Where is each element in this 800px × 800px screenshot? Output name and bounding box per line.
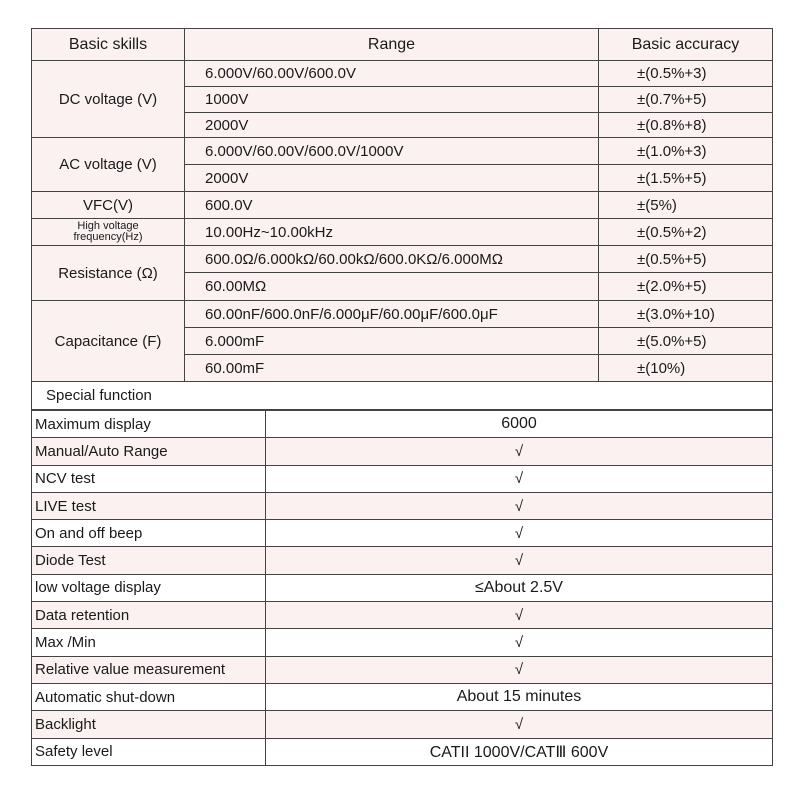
feature-row — [32, 574, 773, 601]
special-function-heading: Special function — [32, 382, 773, 410]
accuracy-cell: ±(1.5%+5) — [599, 165, 773, 192]
feature-label: Automatic shut-down — [32, 683, 266, 710]
feature-value: About 15 minutes — [266, 683, 773, 710]
feature-label: Diode Test — [32, 547, 266, 574]
accuracy-cell: ±(3.0%+10) — [599, 301, 773, 328]
measurement-spec-table — [31, 28, 773, 410]
feature-value: √ — [266, 438, 773, 465]
accuracy-cell: ±(5%) — [599, 192, 773, 219]
spec-row — [32, 219, 773, 246]
category-dc-voltage: DC voltage (V) — [32, 61, 185, 138]
category-ac-voltage: AC voltage (V) — [32, 138, 185, 192]
feature-row — [32, 656, 773, 683]
header-basic-accuracy: Basic accuracy — [599, 29, 773, 61]
feature-value: √ — [266, 656, 773, 683]
range-cell: 600.0Ω/6.000kΩ/60.00kΩ/600.0KΩ/6.000MΩ — [185, 246, 599, 273]
accuracy-cell: ±(0.5%+2) — [599, 219, 773, 246]
feature-row — [32, 629, 773, 656]
feature-row — [32, 438, 773, 465]
header-range: Range — [185, 29, 599, 61]
category-resistance: Resistance (Ω) — [32, 246, 185, 301]
special-function-table — [31, 410, 773, 766]
accuracy-cell: ±(10%) — [599, 355, 773, 382]
range-cell: 60.00mF — [185, 355, 599, 382]
feature-label: Relative value measurement — [32, 656, 266, 683]
accuracy-cell: ±(0.7%+5) — [599, 87, 773, 113]
accuracy-cell: ±(2.0%+5) — [599, 273, 773, 301]
feature-value: √ — [266, 711, 773, 738]
feature-value: CATII 1000V/CATⅢ 600V — [266, 738, 773, 765]
category-vfc: VFC(V) — [32, 192, 185, 219]
spec-row — [32, 301, 773, 328]
range-cell: 6.000mF — [185, 328, 599, 355]
feature-row — [32, 602, 773, 629]
range-cell: 60.00MΩ — [185, 273, 599, 301]
category-high-voltage-frequency: High voltage frequency(Hz) — [32, 219, 185, 246]
feature-label: low voltage display — [32, 574, 266, 601]
range-cell: 1000V — [185, 87, 599, 113]
feature-row — [32, 738, 773, 765]
feature-value: 6000 — [266, 411, 773, 438]
category-capacitance: Capacitance (F) — [32, 301, 185, 382]
feature-value: √ — [266, 629, 773, 656]
feature-label: Backlight — [32, 711, 266, 738]
spec-sheet — [31, 28, 772, 766]
feature-label: Maximum display — [32, 411, 266, 438]
feature-value: √ — [266, 492, 773, 519]
accuracy-cell: ±(1.0%+3) — [599, 138, 773, 165]
feature-value: √ — [266, 520, 773, 547]
feature-label: Max /Min — [32, 629, 266, 656]
feature-value: ≤About 2.5V — [266, 574, 773, 601]
feature-row — [32, 492, 773, 519]
range-cell: 6.000V/60.00V/600.0V/1000V — [185, 138, 599, 165]
accuracy-cell: ±(5.0%+5) — [599, 328, 773, 355]
range-cell: 2000V — [185, 113, 599, 138]
accuracy-cell: ±(0.5%+3) — [599, 61, 773, 87]
feature-label: Data retention — [32, 602, 266, 629]
special-function-row — [32, 382, 773, 410]
header-basic-skills: Basic skills — [32, 29, 185, 61]
feature-row — [32, 711, 773, 738]
range-cell: 2000V — [185, 165, 599, 192]
accuracy-cell: ±(0.5%+5) — [599, 246, 773, 273]
feature-label: NCV test — [32, 465, 266, 492]
range-cell: 10.00Hz~10.00kHz — [185, 219, 599, 246]
header-row — [32, 29, 773, 61]
spec-row — [32, 192, 773, 219]
range-cell: 6.000V/60.00V/600.0V — [185, 61, 599, 87]
feature-row — [32, 520, 773, 547]
feature-label: On and off beep — [32, 520, 266, 547]
spec-row — [32, 246, 773, 273]
spec-row — [32, 138, 773, 165]
feature-label: Safety level — [32, 738, 266, 765]
feature-row — [32, 411, 773, 438]
range-cell: 60.00nF/600.0nF/6.000μF/60.00μF/600.0μF — [185, 301, 599, 328]
feature-row — [32, 465, 773, 492]
feature-value: √ — [266, 465, 773, 492]
feature-row — [32, 683, 773, 710]
feature-label: LIVE test — [32, 492, 266, 519]
range-cell: 600.0V — [185, 192, 599, 219]
feature-value: √ — [266, 602, 773, 629]
feature-row — [32, 547, 773, 574]
feature-label: Manual/Auto Range — [32, 438, 266, 465]
spec-row — [32, 61, 773, 87]
feature-value: √ — [266, 547, 773, 574]
accuracy-cell: ±(0.8%+8) — [599, 113, 773, 138]
